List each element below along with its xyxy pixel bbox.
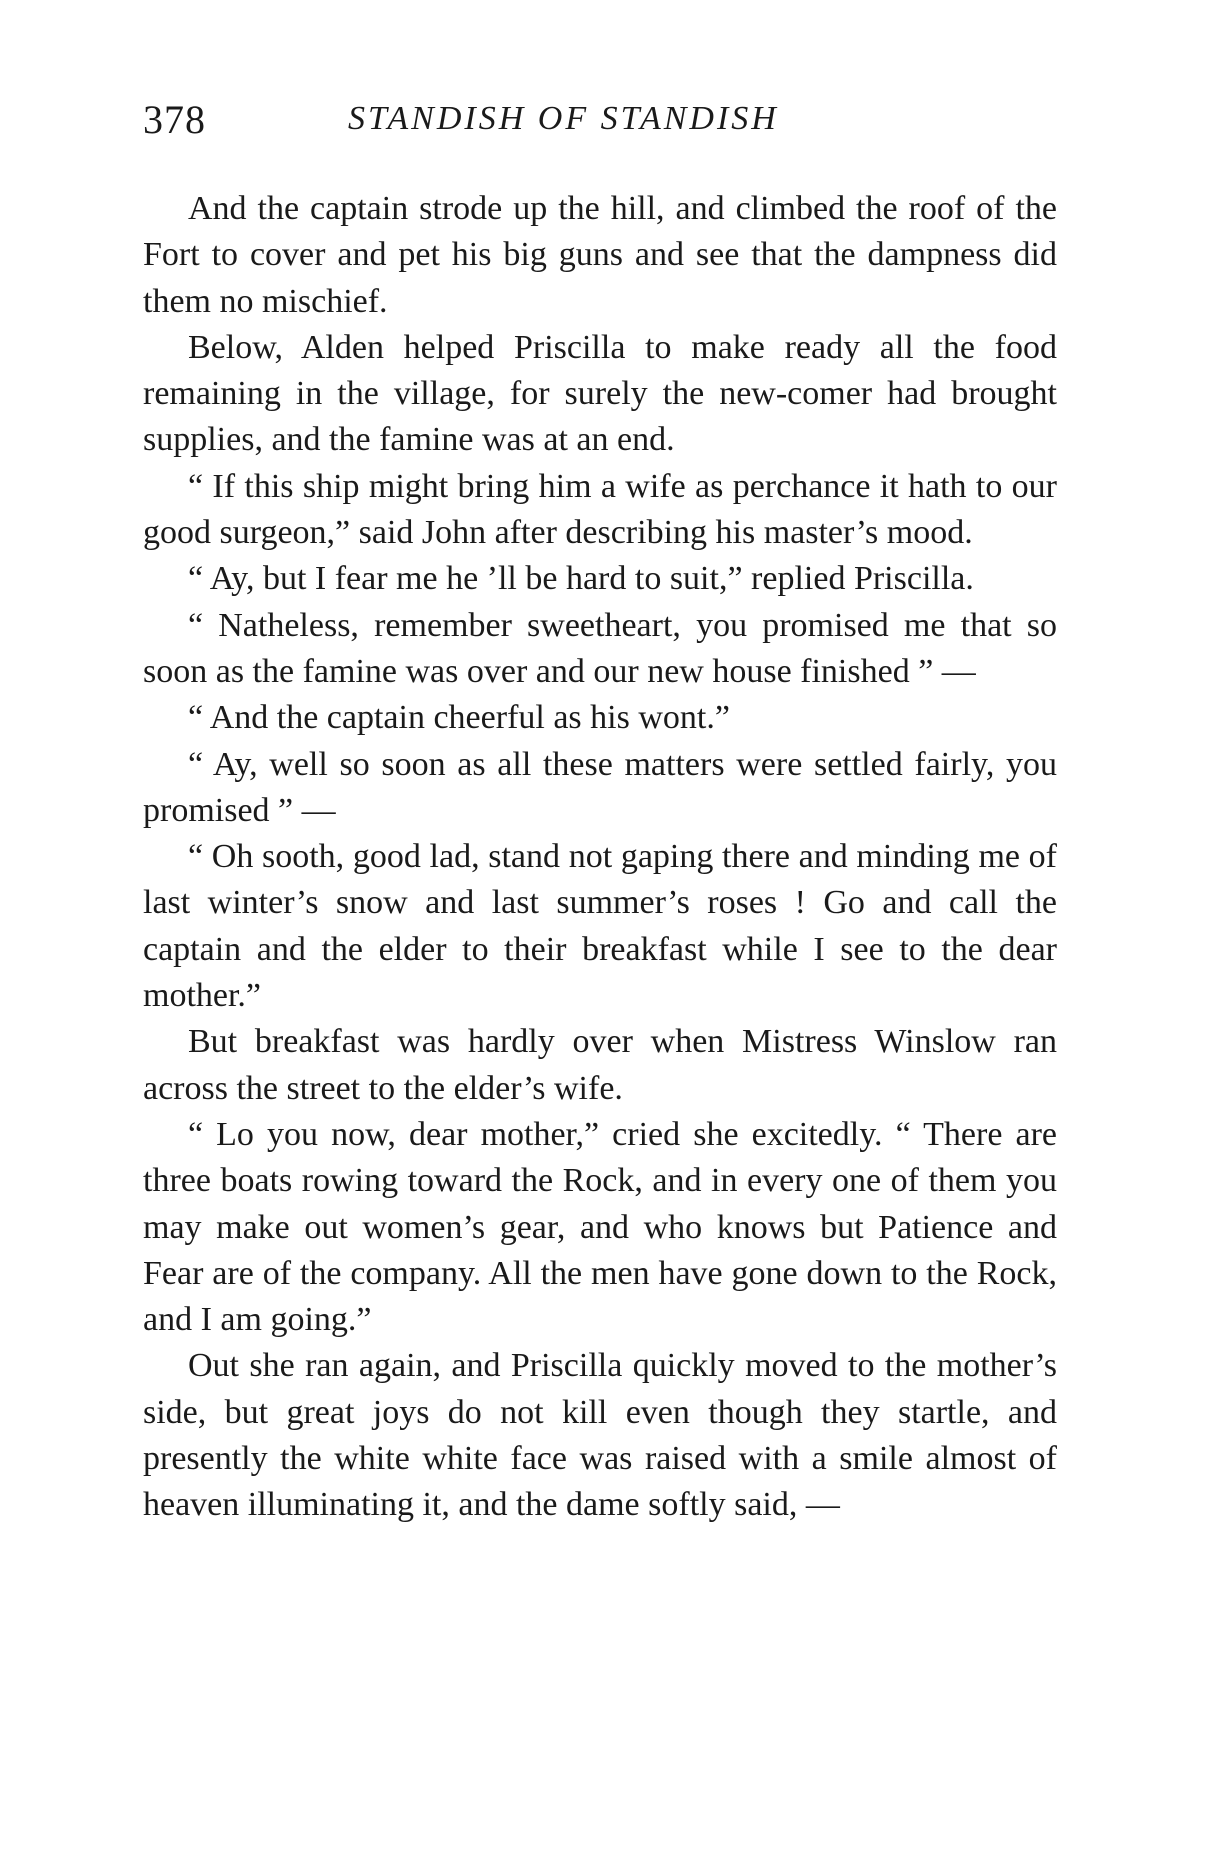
book-page [143, 96, 1057, 1529]
paragraph: “ If this ship might bring him a wife as perchance it hath to our good surgeon,” said John after describing his master’s mood. [143, 467, 1057, 552]
paragraph: But breakfast was hardly over when Mistress Winslow ran across the street to the elder’s wife. [143, 1023, 1057, 1107]
paragraph: Out she ran again, and Priscilla quickly moved to the mother’s side, but great joys do not kill even though they startle, and presently the white white face was raised with a smile almost of heaven illuminating it, and the dame softly said, — [143, 1347, 1057, 1524]
paragraph: “ Ay, well so soon as all these matters were settled fairly, you promised ” — [143, 745, 1057, 829]
page-number: 378 [143, 97, 206, 142]
paragraph: “ Natheless, remember sweetheart, you promised me that so soon as the famine was over and our new house finished ” — [143, 606, 1057, 690]
paragraph: “ Oh sooth, good lad, stand not gaping there and minding me of last winter’s snow and last summer’s roses ! Go and call the captain and the elder to their breakfast while I see to the dear mother.” [143, 838, 1057, 1015]
paragraph: Below, Alden helped Priscilla to make ready all the food remaining in the village, for surely the new-comer had brought supplies, and the famine was at an end. [143, 328, 1057, 459]
running-title: STANDISH OF STANDISH [348, 100, 779, 137]
page-header [143, 96, 1057, 156]
paragraph: “ And the captain cheerful as his wont.” [188, 699, 730, 737]
page-body [143, 186, 1057, 1529]
paragraph: And the captain strode up the hill, and climbed the roof of the Fort to cover and pet his big guns and see that the dampness did them no mischief. [143, 190, 1057, 320]
paragraph: “ Ay, but I fear me he ’ll be hard to suit,” replied Priscilla. [188, 560, 974, 598]
paragraph: “ Lo you now, dear mother,” cried she excitedly. “ There are three boats rowing toward the Rock, and in every one of them you may make out women’s gear, and who knows but Patience and Fear are of the company. All the men have gone down to the Rock, and I am going.” [143, 1115, 1057, 1339]
